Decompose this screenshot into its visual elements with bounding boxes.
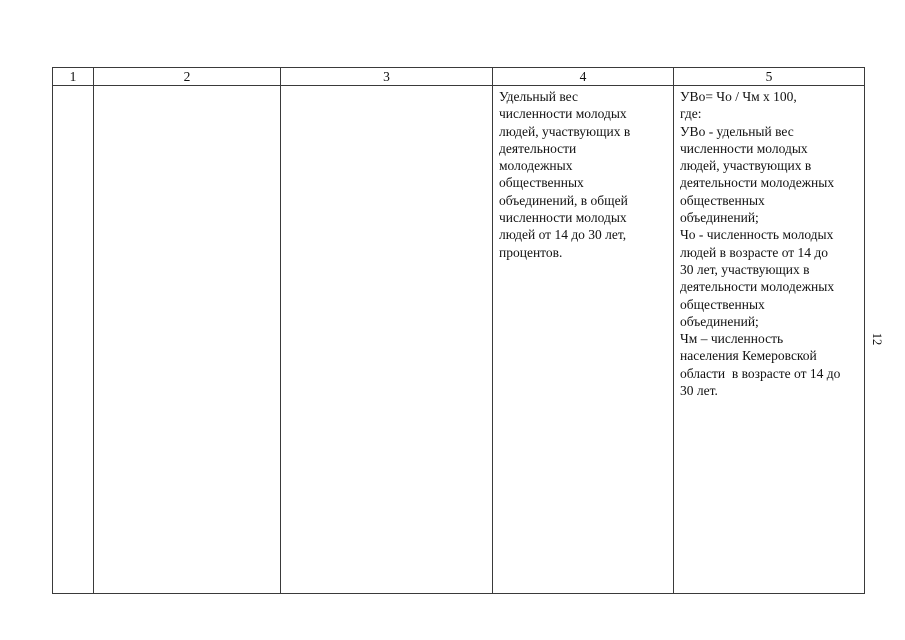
indicator-name-line: процентов.: [499, 244, 563, 260]
column-header-4: 4: [493, 68, 674, 86]
formula-line: 30 лет.: [680, 383, 718, 399]
indicator-name-line: людей, участвующих в: [499, 123, 631, 139]
column-header-2: 2: [94, 68, 281, 86]
cell-col-3: [281, 86, 493, 594]
table-row: [53, 86, 865, 594]
indicator-table: [52, 67, 865, 594]
indicator-name-line: численности молодых: [499, 210, 627, 226]
formula-line: объединений;: [680, 210, 759, 226]
column-header-5: 5: [674, 68, 865, 86]
formula-line: УВо= Чо / Чм х 100,: [680, 89, 797, 104]
formula-line: Чм – численность: [680, 331, 784, 347]
formula-line: области в возрасте от 14 до: [680, 365, 841, 381]
formula-line: УВо - удельный вес: [680, 123, 794, 139]
formula-line: деятельности молодежных: [680, 279, 835, 295]
cell-col-1: [53, 86, 94, 594]
formula-line: где:: [680, 106, 702, 122]
indicator-name-line: общественных: [499, 175, 584, 191]
formula-cell: [674, 86, 865, 594]
indicator-name-line: молодежных: [499, 158, 573, 174]
indicator-name-line: людей от 14 до 30 лет,: [499, 227, 627, 243]
formula-line: деятельности молодежных: [680, 175, 835, 191]
column-header-1: 1: [53, 68, 94, 86]
formula-line: Чо - численность молодых: [680, 227, 834, 243]
table-header-row: [53, 68, 865, 86]
column-header-3: 3: [281, 68, 493, 86]
indicator-name-line: Удельный вес: [499, 89, 578, 104]
formula-line: объединений;: [680, 313, 759, 329]
formula-line: численности молодых: [680, 140, 808, 156]
formula-line: общественных: [680, 192, 765, 208]
indicator-name-line: объединений, в общей: [499, 192, 628, 208]
indicator-name-line: численности молодых: [499, 106, 627, 122]
formula-line: людей в возрасте от 14 до: [680, 244, 829, 260]
indicator-name-cell: [493, 86, 674, 594]
cell-col-2: [94, 86, 281, 594]
page-number: 12: [870, 332, 884, 346]
indicator-name-line: деятельности: [499, 140, 577, 156]
formula-line: 30 лет, участвующих в: [680, 261, 810, 277]
formula-line: людей, участвующих в: [680, 158, 812, 174]
formula-line: общественных: [680, 296, 765, 312]
formula-line: населения Кемеровской: [680, 348, 817, 364]
